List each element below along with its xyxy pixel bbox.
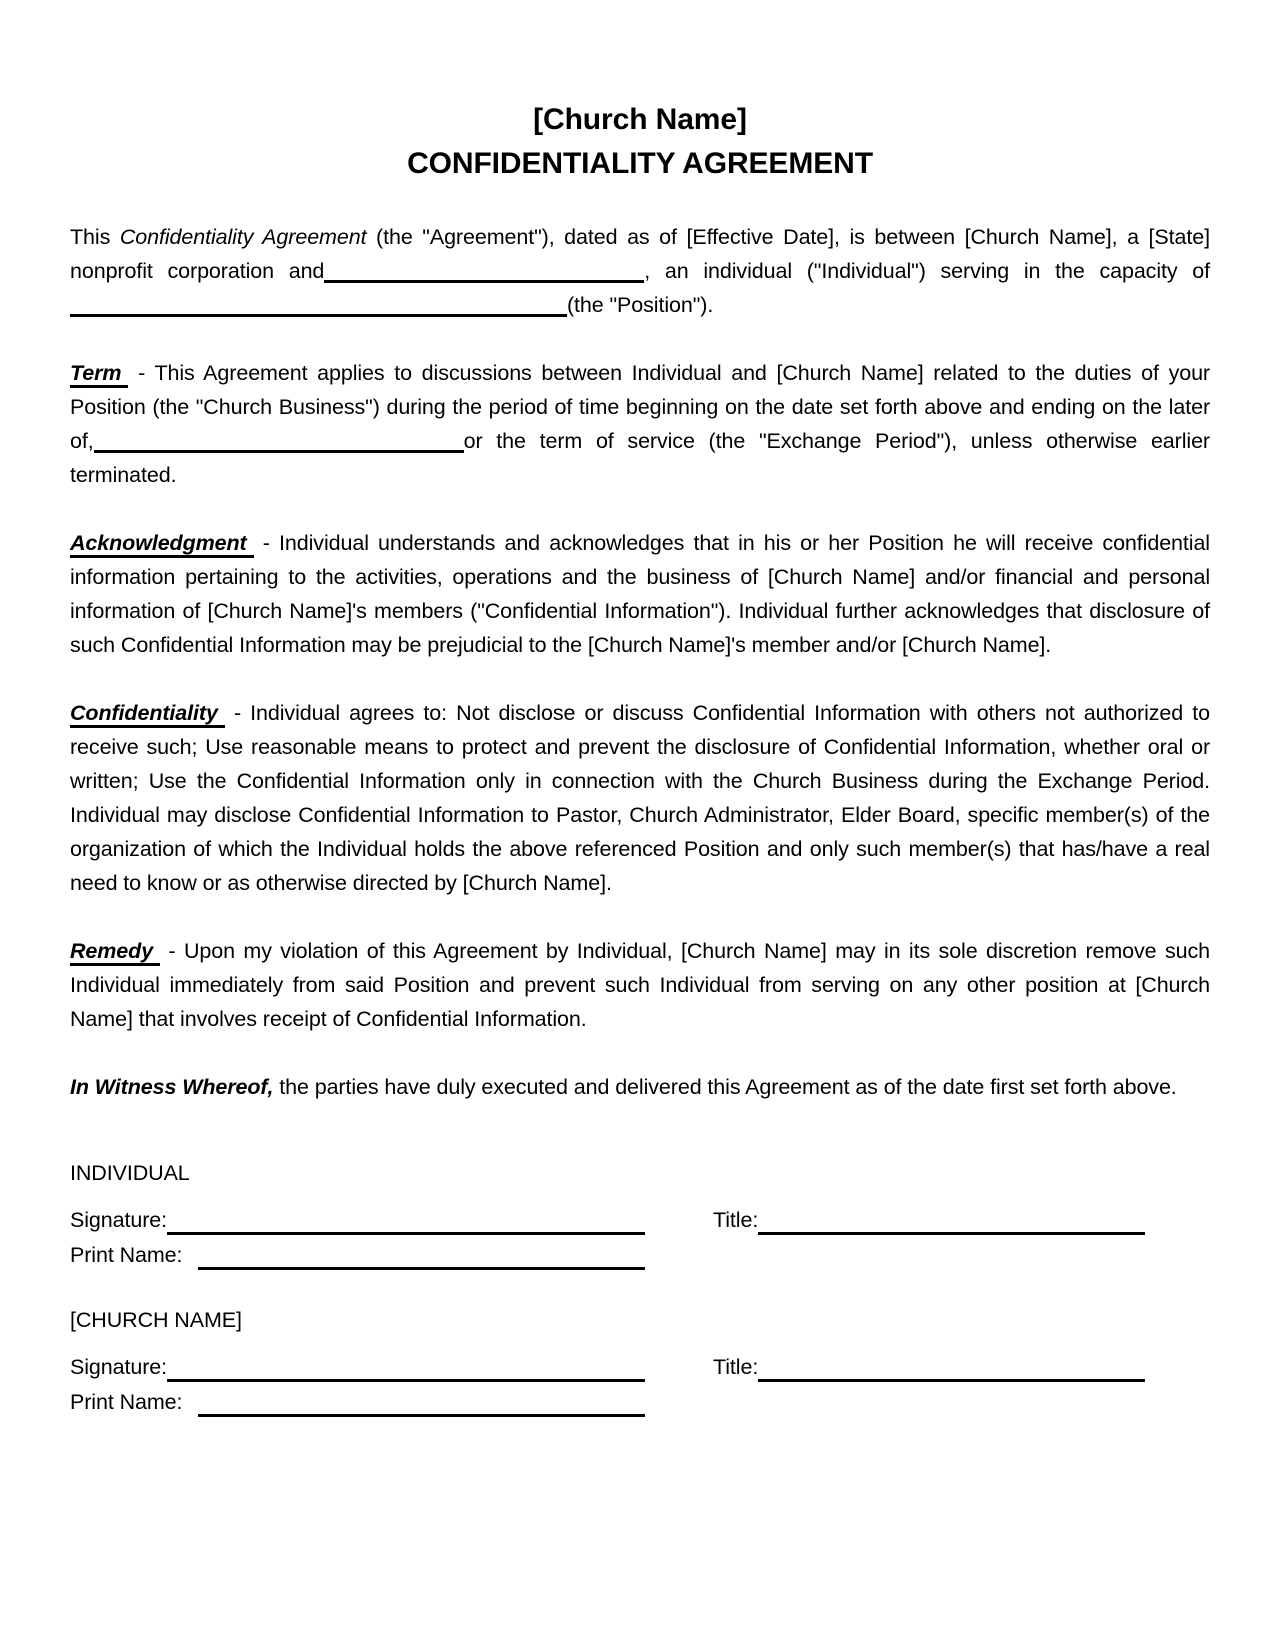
church-title-line: [758, 1350, 1145, 1382]
acknowledgment-separator: -: [253, 531, 280, 555]
intro-text-individual: , an individual ("Individual") serving in the capacity of: [644, 259, 1210, 283]
intro-paragraph: [70, 220, 1210, 322]
term-date-blank-line: [94, 426, 464, 453]
remedy-separator: -: [160, 939, 184, 963]
witness-lead: In Witness Whereof,: [70, 1075, 274, 1099]
church-signature-block: [70, 1303, 1210, 1420]
intro-text-position: (the "Position").: [567, 293, 714, 317]
individual-signature-field: [70, 1203, 645, 1238]
individual-print-name-line: [198, 1238, 645, 1270]
church-label: [CHURCH NAME]: [70, 1308, 242, 1332]
print-name-label: Print Name:: [70, 1390, 189, 1414]
church-signature-row: [70, 1350, 1210, 1385]
individual-signature-block: [70, 1156, 1210, 1273]
church-title-field: [713, 1350, 1145, 1385]
document-header: [70, 98, 1210, 186]
intro-text-this: This: [70, 225, 120, 249]
confidentiality-heading: Confidentiality: [70, 701, 225, 728]
acknowledgment-heading: Acknowledgment: [70, 531, 254, 558]
confidentiality-section: [70, 696, 1210, 900]
intro-text-dated: (the "Agreement"), dated as of [Effective Date], is between [Church Name], a [State] nonprofit corporation and: [70, 225, 1210, 283]
term-body-before: This Agreement applies to discussions between Individual and [Church Name] related to the duties of your Position (the "Church Business") during the period of time beginning on the date set forth above and ending on the later of,: [70, 361, 1210, 453]
individual-title-field: [713, 1203, 1145, 1238]
intro-agreement-name: Confidentiality Agreement: [119, 225, 367, 249]
term-section: [70, 356, 1210, 492]
position-blank-line: [70, 290, 567, 317]
term-heading: Term: [70, 361, 128, 388]
church-print-name-row: [70, 1385, 1210, 1420]
individual-label: INDIVIDUAL: [70, 1161, 190, 1185]
witness-paragraph: [70, 1070, 1210, 1104]
individual-name-blank-line: [324, 256, 644, 283]
confidentiality-body: Individual agrees to: Not disclose or discuss Confidential Information with others not authorized to receive such; Use reasonable means to protect and prevent the disclosure of Confidential Information, whether oral or written; Use the Confidential Information only in connection with the Church Business during the Exchange Period. Individual may disclose Confidential Information to Pastor, Church Administrator, Elder Board, specific member(s) of the organization of which the Individual holds the above referenced Position and only such member(s) that has/have a real need to know or as otherwise directed by [Church Name].: [70, 701, 1210, 895]
church-name-title: [Church Name]: [533, 103, 747, 136]
acknowledgment-body: Individual understands and acknowledges that in his or her Position he will receive confidential information pertaining to the activities, operations and the business of [Church Name] and/or financial and personal information of [Church Name]'s members ("Confidential Information"). Individual further acknowledges that disclosure of such Confidential Information may be prejudicial to the [Church Name]'s member and/or [Church Name].: [70, 531, 1210, 657]
title-label: Title:: [713, 1208, 759, 1232]
term-separator: -: [128, 361, 155, 385]
individual-title-line: [758, 1203, 1145, 1235]
church-print-name-field: [70, 1385, 645, 1420]
witness-body: the parties have duly executed and delivered this Agreement as of the date first set forth above.: [273, 1075, 1177, 1099]
confidentiality-separator: -: [224, 701, 251, 725]
remedy-heading: Remedy: [70, 939, 160, 966]
church-signature-line: [167, 1350, 645, 1382]
individual-print-name-row: [70, 1238, 1210, 1273]
individual-signature-row: [70, 1203, 1210, 1238]
signature-label: Signature:: [70, 1355, 168, 1379]
print-name-label: Print Name:: [70, 1243, 189, 1267]
individual-signature-line: [167, 1203, 645, 1235]
agreement-title: CONFIDENTIALITY AGREEMENT: [407, 147, 873, 180]
acknowledgment-section: [70, 526, 1210, 662]
signature-label: Signature:: [70, 1208, 168, 1232]
title-label: Title:: [713, 1355, 759, 1379]
term-body-after: or the term of service (the "Exchange Period"), unless otherwise earlier terminated.: [70, 429, 1210, 487]
remedy-body: Upon my violation of this Agreement by Individual, [Church Name] may in its sole discretion remove such Individual immediately from said Position and prevent such Individual from serving on any other position at [Church Name] that involves receipt of Confidential Information.: [70, 939, 1210, 1031]
church-print-name-line: [198, 1385, 645, 1417]
individual-print-name-field: [70, 1238, 645, 1273]
remedy-section: [70, 934, 1210, 1036]
church-signature-field: [70, 1350, 645, 1385]
